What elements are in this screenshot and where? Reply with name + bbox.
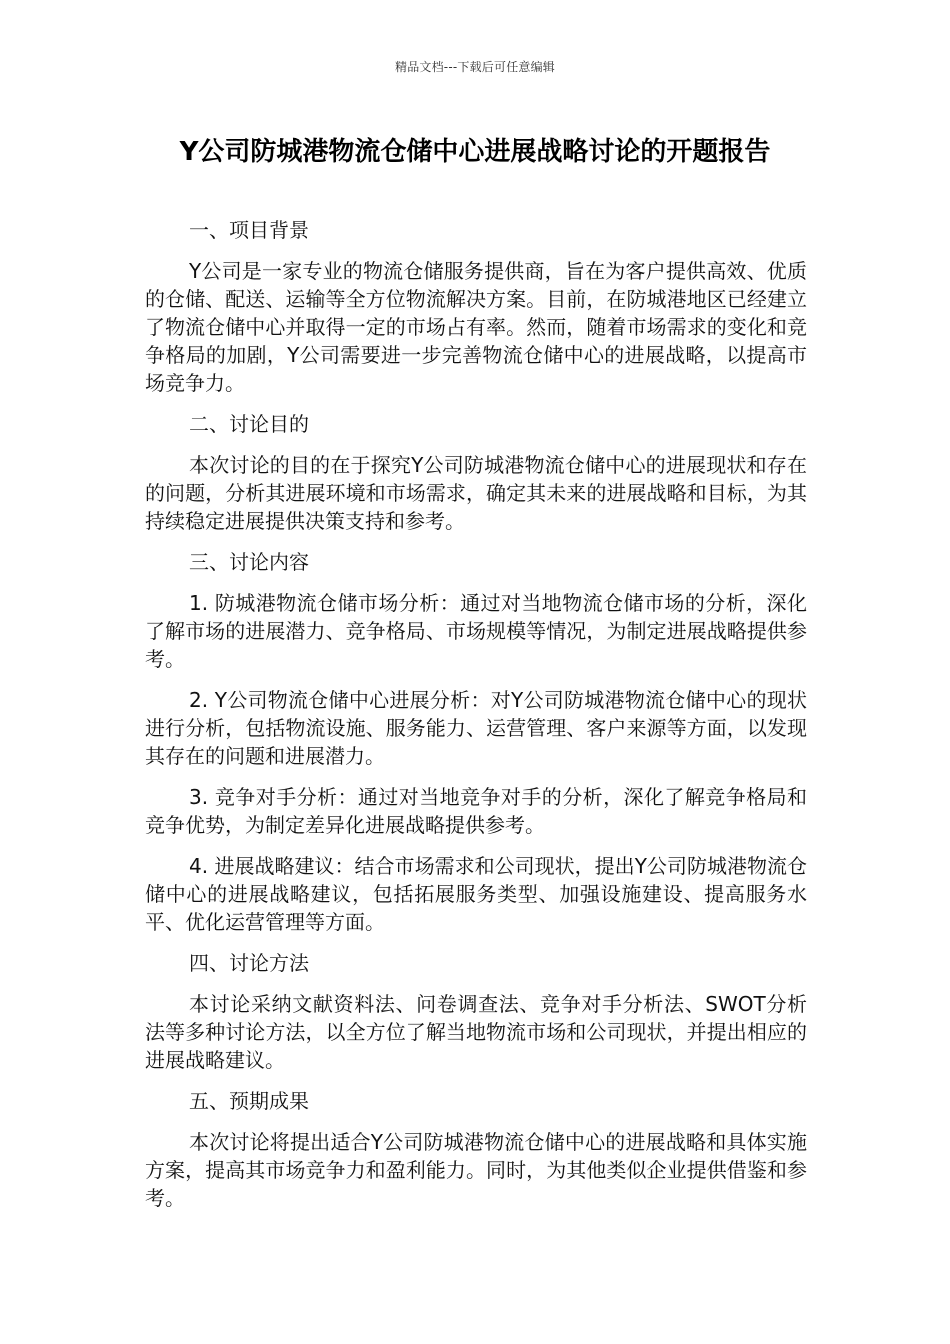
list-item: 3. 竞争对手分析：通过对当地竞争对手的分析，深化了解竞争格局和竞争优势，为制定差异化进展战略提供参考。: [145, 785, 807, 837]
list-item: 1. 防城港物流仓储市场分析：通过对当地物流仓储市场的分析，深化了解市场的进展潜力、竞争格局、市场规模等情况，为制定进展战略提供参考。: [145, 591, 807, 671]
list-item: 4. 进展战略建议：结合市场需求和公司现状，提出Y公司防城港物流仓储中心的进展战略建议，包括拓展服务类型、加强设施建设、提高服务水平、优化运营管理等方面。: [145, 854, 807, 934]
section-methods: [145, 949, 807, 1074]
list-item: 2. Y公司物流仓储中心进展分析：对Y公司防城港物流仓储中心的现状进行分析，包括物流设施、服务能力、运营管理、客户来源等方面，以发现其存在的问题和进展潜力。: [145, 688, 807, 768]
section-background: [145, 216, 807, 397]
section-purpose: [145, 410, 807, 535]
section-heading: 五、预期成果: [189, 1089, 309, 1113]
header-note: 精品文档---下载后可任意编辑: [395, 60, 555, 74]
section-heading: 三、讨论内容: [189, 550, 309, 574]
paragraph: 本次讨论的目的在于探究Y公司防城港物流仓储中心的进展现状和存在的问题，分析其进展环境和市场需求，确定其未来的进展战略和目标，为其持续稳定进展提供决策支持和参考。: [145, 453, 807, 533]
paragraph: 本次讨论将提出适合Y公司防城港物流仓储中心的进展战略和具体实施方案，提高其市场竞争力和盈利能力。同时，为其他类似企业提供借鉴和参考。: [145, 1130, 807, 1210]
section-expected-results: [145, 1087, 807, 1212]
section-content: [145, 548, 807, 936]
paragraph: 本讨论采纳文献资料法、问卷调查法、竞争对手分析法、SWOT分析法等多种讨论方法，以全方位了解当地物流市场和公司现状，并提出相应的进展战略建议。: [145, 992, 807, 1072]
paragraph: Y公司是一家专业的物流仓储服务提供商，旨在为客户提供高效、优质的仓储、配送、运输等全方位物流解决方案。目前，在防城港地区已经建立了物流仓储中心并取得一定的市场占有率。然而，随着市场需求的变化和竞争格局的加剧，Y公司需要进一步完善物流仓储中心的进展战略，以提高市场竞争力。: [145, 259, 807, 395]
section-heading: 一、项目背景: [189, 218, 309, 242]
section-heading: 四、讨论方法: [189, 951, 309, 975]
section-heading: 二、讨论目的: [189, 412, 309, 436]
document-title: Y公司防城港物流仓储中心进展战略讨论的开题报告: [179, 137, 771, 167]
document-body: [145, 216, 807, 1225]
